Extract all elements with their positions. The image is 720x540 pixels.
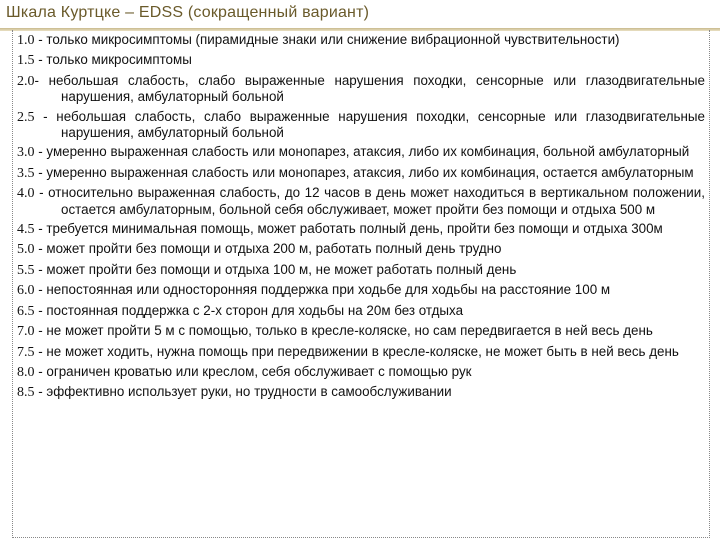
item-text: - только микросимптомы — [34, 52, 192, 68]
item-text: - эффективно использует руки, но трудности в самообслуживании — [34, 384, 452, 400]
score: 5.0 — [17, 242, 35, 258]
edss-list — [12, 30, 710, 538]
score: 6.5 — [17, 303, 35, 319]
item-text: - может пройти без помощи и отдыха 100 м, не может работать полный день — [34, 261, 517, 277]
list-item — [17, 52, 705, 68]
list-item — [17, 344, 705, 360]
list-item — [17, 262, 705, 278]
score: 3.0 — [17, 145, 35, 161]
score: 1.0 — [17, 33, 35, 48]
list-item — [17, 73, 705, 105]
item-text: - не может ходить, нужна помощь при передвижении в кресле-коляске, не может быть в ней весь день — [34, 343, 679, 359]
list-item — [17, 241, 705, 257]
score: 6.0 — [17, 283, 35, 299]
list-item — [17, 185, 705, 217]
slide-title: Шкала Куртцке – EDSS (сокращенный вариант) — [6, 4, 370, 21]
item-text: - небольшая слабость, слабо выраженные нарушения походки, сенсорные или глазодвигательные нарушения, амбулаторный больной — [34, 108, 705, 141]
item-text: - требуется минимальная помощь, может работать полный день, пройти без помощи и отдыха 300м — [34, 221, 663, 237]
score: 5.5 — [17, 262, 35, 278]
list-item — [17, 165, 705, 181]
score: 2.5 — [17, 109, 35, 125]
score: 1.5 — [17, 53, 35, 69]
item-text: - умеренно выраженная слабость или монопарез, атаксия, либо их комбинация, больной амбулаторный — [34, 144, 690, 160]
item-text: - может пройти без помощи и отдыха 200 м, работать полный день трудно — [34, 241, 502, 257]
list-item — [17, 109, 705, 141]
list-item — [17, 364, 705, 380]
item-text: - не может пройти 5 м с помощью, только в кресле-коляске, но сам передвигается в ней весь день — [34, 323, 653, 339]
item-text: - относительно выраженная слабость, до 12 часов в день может находиться в вертикальном положении, остается амбулаторным, больной себя обслуживает, может пройти без помощи и отдыха 500 м — [34, 185, 705, 217]
item-text: - умеренно выраженная слабость или монопарез, атаксия, либо их комбинация, остается амбулаторным — [34, 164, 694, 180]
list-item — [17, 282, 705, 298]
list-item — [17, 221, 705, 237]
score: 7.0 — [17, 324, 35, 340]
score: 4.0 — [17, 186, 35, 202]
item-text: - только микросимптомы (пирамидные знаки или снижение вибрационной чувствительности) — [34, 32, 620, 47]
score: 8.5 — [17, 385, 35, 401]
item-text: - ограничен кроватью или креслом, себя обслуживает с помощью рук — [34, 363, 472, 379]
list-item — [17, 323, 705, 339]
score: 8.0 — [17, 364, 35, 380]
list-item — [17, 32, 705, 48]
score: 7.5 — [17, 344, 35, 360]
score: 4.5 — [17, 222, 35, 238]
item-text: - непостоянная или односторонняя поддержка при ходьбе для ходьбы на расстояние 100 м — [34, 282, 611, 298]
score: 3.5 — [17, 165, 35, 181]
item-text: - постоянная поддержка с 2-х сторон для ходьбы на 20м без отдыха — [34, 302, 464, 318]
list-item — [17, 384, 705, 400]
list-item — [17, 144, 705, 160]
score: 2.0 — [17, 73, 35, 89]
item-text: - небольшая слабость, слабо выраженные нарушения походки, сенсорные или глазодвигательные нарушения, амбулаторный больной — [34, 72, 705, 105]
list-item — [17, 303, 705, 319]
